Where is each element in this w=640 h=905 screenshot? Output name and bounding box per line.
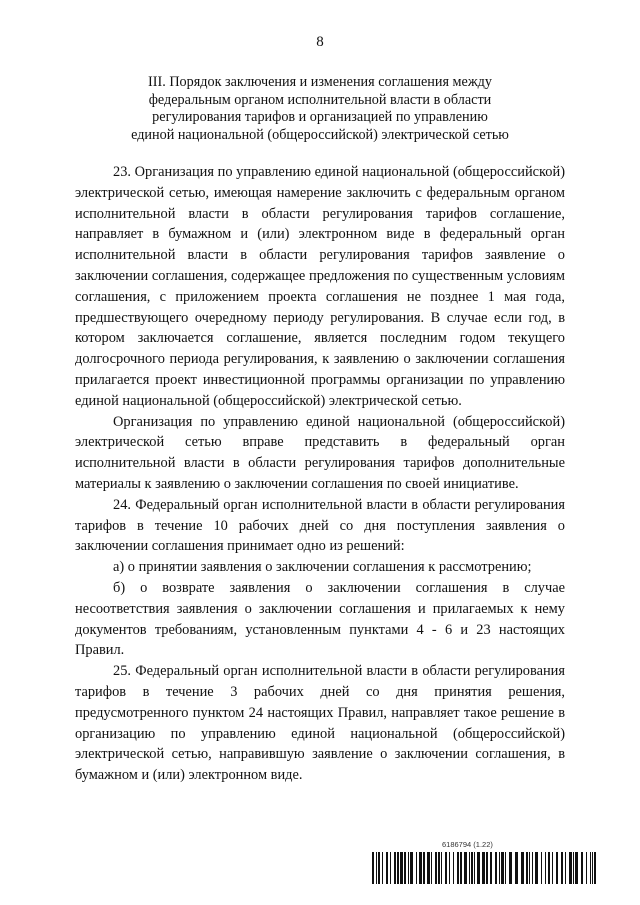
paragraph-24: 24. Федеральный орган исполнительной власти в области регулирования тарифов в течение 10 рабочих дней со дня поступления заявления о заключении соглашения принимает одно из решений:	[75, 496, 565, 555]
heading-line: регулирования тарифов и организацией по управлению	[152, 109, 488, 125]
heading-line: единой национальной (общероссийской) электрической сетью	[131, 126, 509, 143]
barcode-image	[372, 852, 596, 884]
paragraph-24-option-a: а) о принятии заявления о заключении соглашения к рассмотрению;	[113, 559, 532, 576]
heading-line: федеральным органом исполнительной власти в области	[148, 91, 492, 108]
paragraph-23: 23. Организация по управлению единой национальной (общероссийской) электрической сетью, имеющая намерение заключить с федеральным органом исполнительной власти в области регулирования тарифов соглашение, направляет в бумажном и (или) электронном виде в федеральный орган исполнительной власти в области регулирования тарифов заявление о заключении соглашения, содержащее предложения по существенным условиям соглашения, с приложением проекта соглашения не позднее 1 мая года, предшествующего очередному периоду регулирования. В случае если год, в котором заключается соглашение, является последним годом текущего долгосрочного периода регулирования, к заявлению о заключении соглашения прилагается проект инвестиционной программы организации по управлению единой национальной (общероссийской) электрической сетью.	[75, 164, 565, 409]
document-body	[75, 162, 565, 786]
section-heading	[80, 74, 560, 144]
document-barcode	[372, 840, 596, 886]
barcode-code: 6186794 (1.22)	[442, 840, 493, 849]
page-number: 8	[316, 34, 324, 50]
heading-line: III. Порядок заключения и изменения соглашения между	[148, 74, 492, 90]
paragraph-23-continued: Организация по управлению единой национальной (общероссийской) электрической сетью вправе представить в федеральный орган исполнительной власти в области регулирования тарифов дополнительные материалы к заявлению о заключении соглашения по своей инициативе.	[75, 413, 565, 492]
paragraph-24-option-b: б) о возврате заявления о заключении соглашения в случае несоответствия заявления о заключении соглашения и прилагаемых к нему документов требованиям, установленным пунктами 4 - 6 и 23 настоящих Правил.	[75, 579, 565, 659]
paragraph-25: 25. Федеральный орган исполнительной власти в области регулирования тарифов в течение 3 рабочих дней со дня принятия решения, предусмотренного пунктом 24 настоящих Правил, направляет такое решение в организацию по управлению единой национальной (общероссийской) электрической сетью, направившую заявление о заключении соглашения, в бумажном и (или) электронном виде.	[75, 663, 565, 784]
